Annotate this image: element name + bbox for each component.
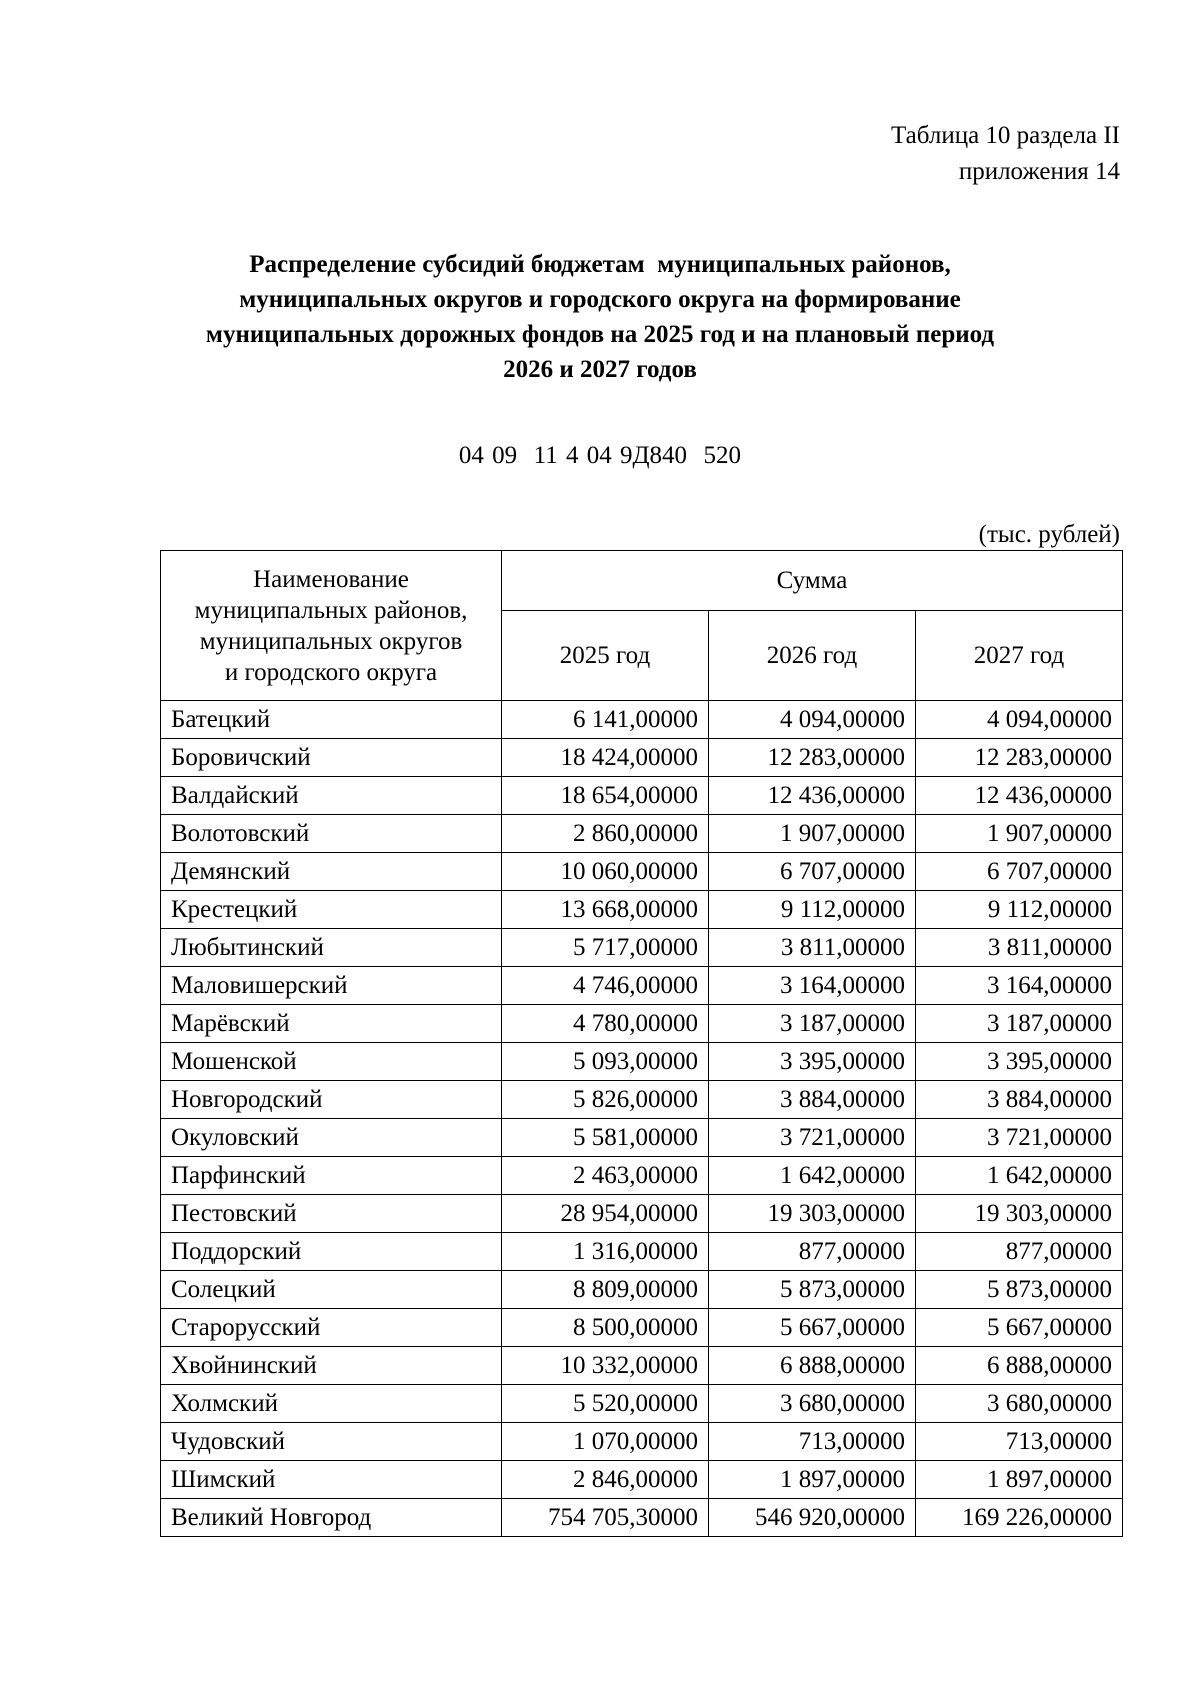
amount-2026-cell: 5 873,00000	[709, 1271, 916, 1309]
amount-2027-cell: 713,00000	[916, 1423, 1123, 1461]
amount-2027-cell: 5 873,00000	[916, 1271, 1123, 1309]
title-line-1: Распределение субсидий бюджетам муниципальных районов,	[249, 251, 951, 278]
municipality-name-cell: Холмский	[161, 1385, 502, 1423]
amount-2026-cell: 5 667,00000	[709, 1309, 916, 1347]
budget-classification-code: 04 09 11 4 04 9Д840 520	[458, 442, 742, 469]
municipality-name-cell: Пестовский	[161, 1195, 502, 1233]
amount-2026-cell: 1 642,00000	[709, 1157, 916, 1195]
reference-line-1: Таблица 10 раздела II	[891, 122, 1120, 149]
header-name-line-2: муниципальных районов,	[194, 596, 468, 624]
amount-2025-cell: 5 093,00000	[502, 1043, 709, 1081]
amount-2025-cell: 1 316,00000	[502, 1233, 709, 1271]
amount-2026-cell: 9 112,00000	[709, 891, 916, 929]
amount-2027-cell: 4 094,00000	[916, 701, 1123, 739]
amount-2025-cell: 18 654,00000	[502, 777, 709, 815]
municipality-name-cell: Парфинский	[161, 1157, 502, 1195]
amount-2027-cell: 3 721,00000	[916, 1119, 1123, 1157]
amount-2026-cell: 12 436,00000	[709, 777, 916, 815]
header-name-line-3: муниципальных округов	[199, 627, 463, 655]
amount-2026-cell: 6 707,00000	[709, 853, 916, 891]
table-row	[161, 739, 1123, 777]
municipality-name-cell: Крестецкий	[161, 891, 502, 929]
municipality-name-cell: Старорусский	[161, 1309, 502, 1347]
amount-2025-cell: 2 860,00000	[502, 815, 709, 853]
table-row	[161, 929, 1123, 967]
amount-2026-cell: 877,00000	[709, 1233, 916, 1271]
table-row	[161, 1499, 1123, 1537]
municipality-name-cell: Хвойнинский	[161, 1347, 502, 1385]
amount-2026-cell: 713,00000	[709, 1423, 916, 1461]
header-year-2025: 2025 год	[502, 611, 709, 701]
municipality-name-cell: Солецкий	[161, 1271, 502, 1309]
amount-2027-cell: 3 395,00000	[916, 1043, 1123, 1081]
table-row	[161, 1347, 1123, 1385]
municipality-name-cell: Марёвский	[161, 1005, 502, 1043]
amount-2027-cell: 3 811,00000	[916, 929, 1123, 967]
amount-2025-cell: 4 780,00000	[502, 1005, 709, 1043]
table-row	[161, 1043, 1123, 1081]
table-row	[161, 1385, 1123, 1423]
table-reference	[891, 118, 1120, 190]
amount-2027-cell: 12 283,00000	[916, 739, 1123, 777]
amount-2027-cell: 1 897,00000	[916, 1461, 1123, 1499]
title-line-3: муниципальных дорожных фондов на 2025 год и на плановый период	[205, 321, 995, 348]
amount-2025-cell: 28 954,00000	[502, 1195, 709, 1233]
municipality-name-cell: Мошенской	[161, 1043, 502, 1081]
amount-2026-cell: 3 680,00000	[709, 1385, 916, 1423]
amount-2026-cell: 3 187,00000	[709, 1005, 916, 1043]
municipality-name-cell: Чудовский	[161, 1423, 502, 1461]
subsidy-table	[160, 550, 1123, 1537]
amount-2027-cell: 9 112,00000	[916, 891, 1123, 929]
amount-2027-cell: 6 707,00000	[916, 853, 1123, 891]
amount-2027-cell: 19 303,00000	[916, 1195, 1123, 1233]
municipality-name-cell: Маловишерский	[161, 967, 502, 1005]
table-row	[161, 891, 1123, 929]
municipality-name-cell: Батецкий	[161, 701, 502, 739]
municipality-name-cell: Демянский	[161, 853, 502, 891]
amount-2027-cell: 3 680,00000	[916, 1385, 1123, 1423]
table-row	[161, 815, 1123, 853]
table-row	[161, 1271, 1123, 1309]
amount-2025-cell: 10 060,00000	[502, 853, 709, 891]
amount-2027-cell: 877,00000	[916, 1233, 1123, 1271]
amount-2027-cell: 5 667,00000	[916, 1309, 1123, 1347]
municipality-name-cell: Великий Новгород	[161, 1499, 502, 1537]
amount-2026-cell: 3 395,00000	[709, 1043, 916, 1081]
amount-2026-cell: 4 094,00000	[709, 701, 916, 739]
header-name-line-1: Наименование	[253, 565, 409, 593]
table-row	[161, 1309, 1123, 1347]
municipality-name-cell: Боровичский	[161, 739, 502, 777]
amount-2026-cell: 19 303,00000	[709, 1195, 916, 1233]
table-row	[161, 1195, 1123, 1233]
units-label: (тыс. рублей)	[978, 521, 1120, 548]
table-row	[161, 777, 1123, 815]
reference-line-2: приложения 14	[958, 158, 1120, 185]
amount-2026-cell: 1 897,00000	[709, 1461, 916, 1499]
table-row	[161, 1423, 1123, 1461]
header-year-2026: 2026 год	[709, 611, 916, 701]
table-row	[161, 1233, 1123, 1271]
municipality-name-cell: Валдайский	[161, 777, 502, 815]
municipality-name-cell: Новгородский	[161, 1081, 502, 1119]
amount-2025-cell: 2 463,00000	[502, 1157, 709, 1195]
table-row	[161, 967, 1123, 1005]
amount-2025-cell: 6 141,00000	[502, 701, 709, 739]
amount-2027-cell: 3 187,00000	[916, 1005, 1123, 1043]
amount-2026-cell: 546 920,00000	[709, 1499, 916, 1537]
title-line-2: муниципальных округов и городского округа на формирование	[239, 286, 961, 313]
amount-2026-cell: 3 884,00000	[709, 1081, 916, 1119]
amount-2027-cell: 6 888,00000	[916, 1347, 1123, 1385]
header-name-line-4: и городского округа	[224, 658, 438, 686]
header-name-column	[161, 551, 502, 701]
amount-2026-cell: 6 888,00000	[709, 1347, 916, 1385]
table-row	[161, 1005, 1123, 1043]
amount-2027-cell: 169 226,00000	[916, 1499, 1123, 1537]
table-row	[161, 1157, 1123, 1195]
amount-2025-cell: 5 826,00000	[502, 1081, 709, 1119]
amount-2026-cell: 3 811,00000	[709, 929, 916, 967]
document-title	[160, 247, 1040, 387]
municipality-name-cell: Волотовский	[161, 815, 502, 853]
amount-2025-cell: 13 668,00000	[502, 891, 709, 929]
amount-2026-cell: 3 164,00000	[709, 967, 916, 1005]
amount-2025-cell: 5 520,00000	[502, 1385, 709, 1423]
amount-2027-cell: 1 642,00000	[916, 1157, 1123, 1195]
municipality-name-cell: Поддорский	[161, 1233, 502, 1271]
amount-2025-cell: 18 424,00000	[502, 739, 709, 777]
amount-2027-cell: 12 436,00000	[916, 777, 1123, 815]
table-row	[161, 853, 1123, 891]
table-row	[161, 1461, 1123, 1499]
amount-2025-cell: 754 705,30000	[502, 1499, 709, 1537]
amount-2025-cell: 5 717,00000	[502, 929, 709, 967]
amount-2025-cell: 10 332,00000	[502, 1347, 709, 1385]
amount-2026-cell: 12 283,00000	[709, 739, 916, 777]
municipality-name-cell: Шимский	[161, 1461, 502, 1499]
amount-2025-cell: 2 846,00000	[502, 1461, 709, 1499]
title-line-4: 2026 и 2027 годов	[503, 356, 697, 383]
header-year-2027: 2027 год	[916, 611, 1123, 701]
table-row	[161, 1081, 1123, 1119]
amount-2026-cell: 3 721,00000	[709, 1119, 916, 1157]
amount-2025-cell: 8 809,00000	[502, 1271, 709, 1309]
amount-2026-cell: 1 907,00000	[709, 815, 916, 853]
amount-2025-cell: 5 581,00000	[502, 1119, 709, 1157]
amount-2025-cell: 8 500,00000	[502, 1309, 709, 1347]
amount-2025-cell: 1 070,00000	[502, 1423, 709, 1461]
municipality-name-cell: Окуловский	[161, 1119, 502, 1157]
table-body	[161, 701, 1123, 1537]
header-sum: Сумма	[502, 551, 1123, 611]
table-row	[161, 701, 1123, 739]
amount-2025-cell: 4 746,00000	[502, 967, 709, 1005]
amount-2027-cell: 3 164,00000	[916, 967, 1123, 1005]
amount-2027-cell: 1 907,00000	[916, 815, 1123, 853]
table-row	[161, 1119, 1123, 1157]
municipality-name-cell: Любытинский	[161, 929, 502, 967]
amount-2027-cell: 3 884,00000	[916, 1081, 1123, 1119]
